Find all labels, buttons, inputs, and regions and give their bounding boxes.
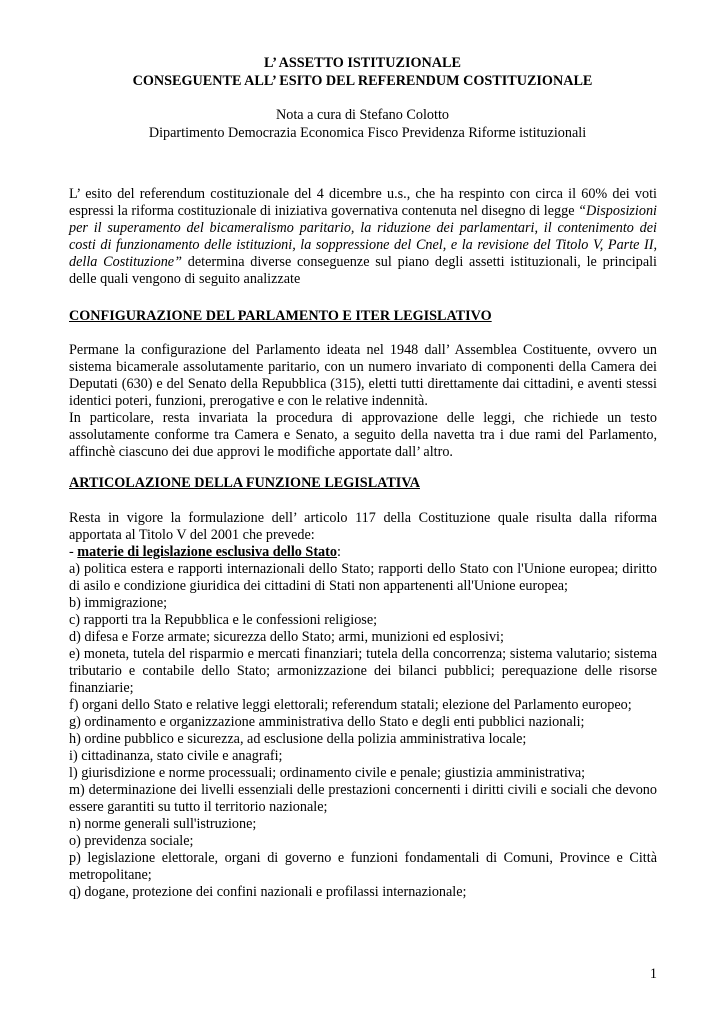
list-heading: - materie di legislazione esclusiva dello Stato: (69, 544, 341, 560)
page-number: 1 (649, 966, 657, 982)
note-line-2: Dipartimento Democrazia Economica Fisco Previdenza Riforme istituzionali (148, 125, 587, 141)
section-parlamento-body (69, 342, 657, 461)
intro-tail: determina diverse conseguenze sul piano degli assetti istituzionali, le principali delle quali vengono di seguito analizzate (69, 254, 657, 287)
section-heading-parlamento: CONFIGURAZIONE DEL PARLAMENTO E ITER LEGISLATIVO (69, 308, 492, 324)
section-heading-funzione: ARTICOLAZIONE DELLA FUNZIONE LEGISLATIVA (69, 475, 420, 491)
list-item: q) dogane, protezione dei confini nazionali e profilassi internazionale; (69, 884, 467, 900)
list-item: d) difesa e Forze armate; sicurezza dello Stato; armi, munizioni ed esplosivi; (69, 629, 504, 645)
list-item: l) giurisdizione e norme processuali; ordinamento civile e penale; giustizia amministrativa; (69, 765, 586, 781)
list-item: f) organi dello Stato e relative leggi elettorali; referendum statali; elezione del Parlamento europeo; (69, 697, 632, 713)
materie-list (69, 561, 657, 901)
list-item: g) ordinamento e organizzazione amministrativa dello Stato e degli enti pubblici nazionali; (69, 714, 585, 730)
list-item: b) immigrazione; (69, 595, 168, 611)
section-parlamento-p2: In particolare, resta invariata la procedura di approvazione delle leggi, che richiede un testo assolutamente conforme tra Camera e Senato, a seguito della navetta tra i due rami del Parlamento, affinchè ciascuno dei due approvi le modifiche apportate dall’ altro. (69, 410, 657, 460)
list-item: p) legislazione elettorale, organi di governo e funzioni fondamentali di Comuni, Province e Città metropolitane; (69, 850, 657, 883)
list-item: n) norme generali sull'istruzione; (69, 816, 257, 832)
list-item: i) cittadinanza, stato civile e anagrafi; (69, 748, 283, 764)
author-note (0, 106, 725, 142)
title-line-1: L’ ASSETTO ISTITUZIONALE (264, 55, 461, 71)
list-item: h) ordine pubblico e sicurezza, ad esclusione della polizia amministrativa locale; (69, 731, 527, 747)
section-parlamento-p1: Permane la configurazione del Parlamento ideata nel 1948 dall’ Assemblea Costituente, ovvero un sistema bicamerale assolutamente paritario, con un numero invariato di componenti della Camera dei Deputati (630) e del Senato della Repubblica (315), eletti tutti direttamente dai cittadini, e aventi stessi identici poteri, funzioni, prerogative e con le relative indennità. (69, 342, 657, 409)
list-item: c) rapporti tra la Repubblica e le confessioni religiose; (69, 612, 378, 628)
title-line-2: CONSEGUENTE ALL’ ESITO DEL REFERENDUM COSTITUZIONALE (132, 73, 593, 89)
note-line-1: Nota a cura di Stefano Colotto (276, 107, 449, 123)
intro-quote: “Disposizioni per il superamento del bicameralismo paritario, la riduzione dei parlamentari, il contenimento dei costi di funzionamento delle istituzioni, la soppressione del Cnel, e la revisione del Titolo V, Parte II, della Costituzione” (69, 203, 657, 270)
section-funzione-p1: Resta in vigore la formulazione dell’ articolo 117 della Costituzione quale risulta dalla riforma apportata al Titolo V del 2001 che prevede: (69, 510, 657, 543)
list-item: o) previdenza sociale; (69, 833, 194, 849)
list-item: a) politica estera e rapporti internazionali dello Stato; rapporti dello Stato con l'Unione europea; diritto di asilo e condizione giuridica dei cittadini di Stati non appartenenti all'Unione europea; (69, 561, 657, 594)
intro-paragraph (69, 186, 657, 288)
intro-lead: L’ esito del referendum costituzionale del 4 dicembre u.s., che ha respinto con circa il 60% dei voti espressi la riforma costituzionale di iniziativa governativa contenuta nel disegno di legge (69, 186, 657, 219)
document-title (0, 54, 725, 90)
section-funzione-body (69, 510, 657, 901)
list-item: m) determinazione dei livelli essenziali delle prestazioni concernenti i diritti civili e sociali che devono essere garantiti su tutto il territorio nazionale; (69, 782, 657, 815)
list-heading-label: materie di legislazione esclusiva dello Stato (77, 544, 337, 560)
list-item: e) moneta, tutela del risparmio e mercati finanziari; tutela della concorrenza; sistema valutario; sistema tributario e contabile dello Stato; armonizzazione dei bilanci pubblici; perequazione delle risorse finanziarie; (69, 646, 657, 696)
